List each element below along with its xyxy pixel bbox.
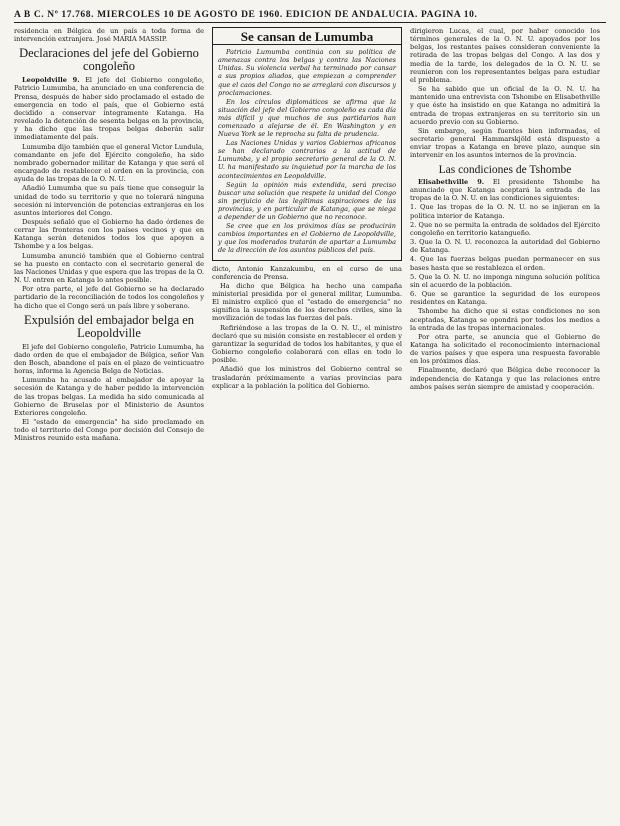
paragraph-text: El presidente Tshombe ha anunciado que Katanga aceptará la entrada de las tropas de la O. N. U. en las condiciones siguientes: — [410, 178, 600, 203]
column-center — [212, 27, 402, 444]
headline-expulsion: Expulsión del embajador belga en Leopoldville — [23, 312, 195, 340]
article-paragraph: dirigieron Lucas, el cual, por haber conocido los términos generales de la O. N. U. apoyados por los belgas, los restantes países consideran conveniente la retirada de las tropas belgas del Congo. A las dos y media de la tarde, los delegados de la O. N. U. se reunieron con los representantes belgas para estudiar el problema. — [410, 27, 600, 84]
list-item: 6. Que se garantice la seguridad de los europeos residentes en Katanga. — [410, 290, 600, 307]
article-paragraph — [410, 178, 600, 202]
page-header — [14, 10, 606, 23]
box-paragraph: Patricio Lumumba continúa con su política de amenazas contra los belgas y contra las Naciones Unidas. Su violencia verbal ha terminado por cansar a sus propios aliados, que empiezan a comprender que el caos del Congo no se arreglará con discursos y proclamaciones. — [218, 48, 396, 97]
paragraph-text: El jefe del Gobierno congoleño, Patricio Lumumba, ha anunciado en una conferencia de Prensa, después de haber sido proclamado el estado de emergencia en todo el país, que el Gobierno está decidido a conservar íntegramente Katanga. Ha revelado la detención de sesenta belgas en la provincia, y ha dicho que las tropas belgas deberán salir inmediatamente del país. — [14, 76, 204, 142]
columns — [14, 27, 606, 444]
list-item: 3. Que la O. N. U. reconozca la autoridad del Gobierno de Katanga. — [410, 238, 600, 255]
article-paragraph: El "estado de emergencia" ha sido proclamado en todo el territorio del Congo por decisión del Consejo de Ministros reunido esta mañana. — [14, 418, 204, 443]
article-paragraph: Lumumba ha acusado al embajador de apoyar la secesión de Katanga y de haber pedido la intervención de las tropas belgas. La medida ha sido comunicada al Gobierno de Bruselas por el Ministerio de Asuntos Exteriores congoleño. — [14, 376, 204, 417]
column-left — [14, 27, 204, 444]
box-paragraph: Las Naciones Unidas y varios Gobiernos africanos se han declarado contrarios a la actitud de Lumumba, y el propio secretario general de la O. N. U. ha manifestado su inquietud por la marcha de los acontecimientos en Leopoldville. — [218, 139, 396, 180]
dateline: Elisabethville 9. — [418, 178, 485, 186]
headline-declaraciones: Declaraciones del jefe del Gobierno congoleño — [19, 46, 199, 74]
article-paragraph: Por otra parte, el jefe del Gobierno se ha declarado partidario de la reconciliación de todos los congoleños y ha dicho que el Congo será un país libre y soberano. — [14, 285, 204, 310]
box-title: Se cansan de Lumumba — [213, 31, 401, 45]
article-paragraph: Después señaló que el Gobierno ha dado órdenes de cerrar las fronteras con los países vecinos y que en Katanga serán detenidos todos los que apoyen a Tshombe y a los belgas. — [14, 217, 204, 251]
article-paragraph: dicto, Antonio Kanzakumbu, en el curso de una conferencia de Prensa. — [212, 264, 402, 281]
headline-condiciones: Las condiciones de Tshombe — [438, 163, 572, 176]
list-item: 1. Que las tropas de la O. N. U. no se injieran en la política interior de Katanga. — [410, 203, 600, 220]
boxed-editorial — [212, 27, 402, 261]
article-paragraph: Tshombe ha dicho que si estas condiciones no son aceptadas, Katanga se opondrá por todos los medios a la entrada de las tropas internacionales. — [410, 307, 600, 332]
article-paragraph: Lumumba anunció también que el Gobierno central se ha puesto en contacto con el secretario general de las Naciones Unidas y que espera que las tropas de la O. N. U. entren en Katanga lo antes posible. — [14, 251, 204, 285]
intro-paragraph: residencia en Bélgica de un país a toda forma de intervención extranjera. José MARIA MASSIP. — [14, 27, 204, 44]
article-paragraph: El jefe del Gobierno congoleño, Patricio Lumumba, ha dado orden de que el embajador de Bélgica, señor Van den Bosch, abandone el país en el plazo de veinticuatro horas, informa la Agencia Belga de Noticias. — [14, 342, 204, 376]
article-paragraph: Se ha sabido que un oficial de la O. N. U. ha mantenido una entrevista con Tshombe en Elisabethville y que éste ha insistido en que Katanga no admitirá la entrada de tropas extranjeras en su territorio sin un acuerdo previo con su Gobierno. — [410, 85, 600, 126]
article-paragraph: Ha dicho que Bélgica ha hecho una campaña ministerial presidida por el general militar, Lumumba. El ministro explicó que el "estado de emergencia" no significa la suspensión de los derechos civiles, sino la movilización de todas las fuerzas del país. — [212, 281, 402, 323]
article-paragraph: Añadió que los ministros del Gobierno central se trasladarán próximamente a varias provincias para explicar a la población la política del Gobierno. — [212, 365, 402, 390]
box-paragraph: Según la opinión más extendida, será preciso buscar una solución que respete la unidad del Congo sin perjuicio de las legítimas aspiraciones de las provincias, y en particular de Katanga, que se niega a depender de un Gobierno que no reconoce. — [218, 180, 396, 222]
list-item: 4. Que las fuerzas belgas puedan permanecer en sus bases hasta que se restablezca el orden. — [410, 255, 600, 272]
box-paragraph: En los círculos diplomáticos se afirma que la situación del jefe del Gobierno congoleño es cada día más difícil y que muchos de sus partidarios han comenzado a alejarse de él. En Washington y en Nueva York se le reprocha su falta de prudencia. — [218, 97, 396, 139]
article-paragraph: Añadió Lumumba que su país tiene que conseguir la unidad de todo su territorio y que no tolerará ninguna secesión ni intervención de potencias extranjeras en los asuntos interiores del Congo. — [14, 184, 204, 217]
list-item: 5. Que la O. N. U. no imponga ninguna solución política sin el acuerdo de la población. — [410, 272, 600, 289]
article-paragraph: Por otra parte, se anuncia que el Gobierno de Katanga ha solicitado el reconocimiento internacional de varios países y que espera una respuesta favorable en los próximos días. — [410, 332, 600, 366]
article-paragraph: Sin embargo, según fuentes bien informadas, el secretario general Hammarskjöld está dispuesto a enviar tropas a Katanga en breve plazo, aunque sin intervenir en los asuntos internos de la provincia. — [410, 126, 600, 160]
list-item: 2. Que no se permita la entrada de soldados del Ejército congoleño en territorio katangueño. — [410, 220, 600, 237]
box-paragraph: Se cree que en los próximos días se producirán cambios importantes en el Gobierno de Leopoldville, y que los moderados tratarán de apartar a Lumumba de la dirección de los asuntos públicos del país. — [218, 222, 396, 255]
column-right — [410, 27, 600, 444]
header-line: A B C. Nº 17.768. MIERCOLES 10 DE AGOSTO DE 1960. EDICION DE ANDALUCIA. PAGINA 10. — [14, 10, 478, 20]
conditions-list — [410, 203, 600, 306]
article-paragraph: Finalmente, declaró que Bélgica debe reconocer la independencia de Katanga y que las relaciones entre ambos países serán siempre de amistad y cooperación. — [410, 366, 600, 391]
dateline: Leopoldville 9. — [22, 76, 80, 85]
article-paragraph — [14, 76, 204, 141]
article-paragraph: Lumumba dijo también que el general Victor Lundula, comandante en jefe del Ejército congoleño, ha sido nombrado gobernador militar de Katanga y que será el encargado de restablecer el orden en la provincia, con ayuda de las tropas de la O. N. U. — [14, 142, 204, 184]
article-paragraph: Refiriéndose a las tropas de la O. N. U., el ministro declaró que su misión consiste en restablecer el orden y garantizar la seguridad de todos los habitantes, y que el Gobierno congoleño colaborará con ellas en todo lo posible. — [212, 323, 402, 365]
